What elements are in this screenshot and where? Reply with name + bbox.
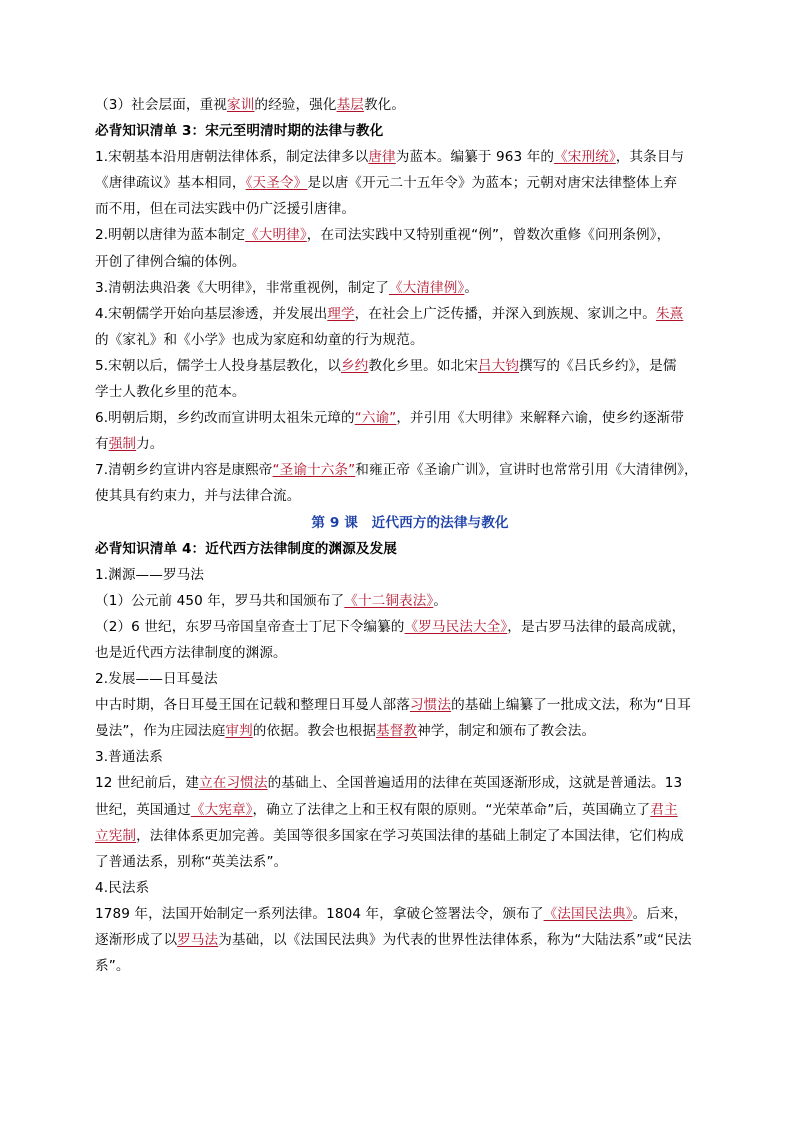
text-segment: 开创了律例合编的体例。 (95, 253, 246, 270)
text-segment: 2.发展——日耳曼法 (95, 671, 218, 688)
text-segment: ，在社会上广泛传播，并深入到族规、家训之中。 (354, 305, 656, 322)
text-line (95, 562, 725, 588)
text-segment: 必背知识清单 4：近代西方法律制度的渊源及发展 (95, 540, 397, 557)
text-line (95, 222, 725, 248)
text-line (95, 144, 725, 170)
text-line (95, 953, 725, 979)
key-term: “六谕” (354, 410, 397, 427)
text-segment: 教化。 (363, 97, 406, 113)
lesson-title (95, 510, 725, 536)
section-heading (95, 536, 725, 562)
text-segment: 第 9 课 近代西方的法律与教化 (311, 514, 509, 531)
text-line (95, 457, 725, 483)
text-segment: 使其具有约束力，并与法律合流。 (95, 488, 301, 505)
text-segment: 。 (433, 592, 448, 609)
text-line (95, 196, 725, 222)
text-segment: 世纪，英国通过 (95, 801, 191, 818)
key-term: 《大明律》 (245, 227, 307, 244)
text-segment: 也是近代西方法律制度的渊源。 (95, 644, 287, 661)
key-term: 理学 (327, 305, 355, 322)
key-term: 吕大钧 (477, 357, 520, 374)
text-line (95, 249, 725, 275)
text-segment: 的《家礼》和《小学》也成为家庭和幼童的行为规范。 (95, 331, 424, 348)
text-segment: 3.普通法系 (95, 749, 163, 766)
text-segment: 了普通法系，别称“英美法系”。 (95, 853, 288, 870)
text-segment: 学士人教化乡里的范本。 (95, 384, 246, 401)
text-segment: ，法律体系更加完善。美国等很多国家在学习英国法律的基础上制定了本国法律，它们构成 (136, 827, 684, 844)
text-line (95, 823, 725, 849)
text-segment: 而不用，但在司法实践中仍广泛援引唐律。 (95, 201, 356, 218)
key-term: 《法国民法典》 (543, 905, 633, 922)
text-line (95, 640, 725, 666)
text-segment: 《唐律疏议》基本相同， (95, 175, 246, 192)
key-term: 立在 (199, 775, 227, 792)
text-segment: 为基础，以《法国民法典》为代表的世界性法律体系，称为“大陆法系”或“民法 (218, 932, 692, 948)
text-segment: 3.清朝法典沿袭《大明律》，非常重视例，制定了 (95, 279, 389, 296)
text-segment: ，并引用《大明律》来解释六谕，使乡约逐渐带 (396, 410, 684, 427)
text-line (95, 431, 725, 457)
text-segment: 是以唐《开元二十五年令》为蓝本；元朝对唐宋法律整体上弃 (307, 175, 678, 192)
text-segment: 。 (464, 279, 479, 296)
text-segment: 曼法”，作为庄园法庭 (95, 723, 226, 740)
key-term: 基层 (336, 97, 364, 113)
text-segment: 4.民法系 (95, 879, 150, 896)
text-line (95, 770, 725, 796)
text-line (95, 353, 725, 379)
text-segment: 撰写的《吕氏乡约》，是儒 (519, 357, 677, 374)
text-segment: 教化乡里。如北宋 (368, 357, 478, 374)
text-segment: 中古时期，各日耳曼王国在记载和整理日耳曼人部落 (95, 697, 410, 714)
key-term: 君主 (650, 801, 678, 818)
key-term: 强制 (108, 436, 137, 453)
text-segment: 4.宋朝儒学开始向基层渗透，并发展出 (95, 305, 328, 322)
text-segment: 和雍正帝《圣谕广训》，宣讲时也常常引用《大清律例》， (355, 462, 698, 479)
text-line (95, 875, 725, 901)
key-term: 家训 (227, 97, 255, 113)
text-segment: 为蓝本。编纂于 963 年的 (395, 149, 555, 166)
document-page (95, 92, 725, 979)
section-heading (95, 118, 725, 144)
key-term: 《宋刑统》 (554, 149, 616, 166)
text-segment: 12 世纪前后，建 (95, 775, 200, 792)
text-line (95, 483, 725, 509)
text-segment: 的基础上编纂了一批成文法，称为“日耳 (451, 697, 691, 714)
text-segment: 2.明朝以唐律为蓝本制定 (95, 227, 246, 244)
text-segment: 。后来， (632, 905, 688, 922)
text-line (95, 849, 725, 875)
text-segment: （3）社会层面，重视 (95, 97, 227, 113)
text-line (95, 405, 725, 431)
text-segment: 逐渐形成了以 (95, 932, 178, 948)
text-segment: ，确立了法律之上和王权有限的原则。“光荣革命”后，英国确立了 (252, 801, 651, 818)
text-segment: 系”。 (95, 958, 130, 975)
key-term: 习惯法 (409, 697, 452, 714)
text-segment: ，在司法实践中又特别重视“例”，曾数次重修《问刑条例》， (306, 227, 671, 244)
text-line (95, 718, 725, 744)
text-segment: （1）公元前 450 年，罗马共和国颁布了 (95, 592, 345, 609)
key-term: 罗马法 (177, 932, 219, 948)
text-segment: 的经验，强化 (254, 97, 337, 113)
text-segment: 的依据。教会也根据 (252, 723, 377, 740)
key-term: 唐律 (368, 149, 396, 166)
text-segment: 1.渊源——罗马法 (95, 566, 205, 583)
text-segment: 7.清朝乡约宣讲内容是康熙帝 (95, 462, 273, 479)
text-segment: ，是古罗马法律的最高成就， (507, 618, 686, 635)
text-segment: 1789 年，法国开始制定一系列法律。1804 年，拿破仑签署法令，颁布了 (95, 905, 544, 922)
key-term: 《天圣令》 (245, 175, 308, 192)
text-line (95, 797, 725, 823)
text-line (95, 588, 725, 614)
text-segment: 有 (95, 436, 109, 453)
key-term: 《罗马民法大全》 (404, 618, 508, 635)
key-term: 《十二铜表法》 (344, 592, 434, 609)
text-line (95, 666, 725, 692)
key-term: 《大宪章》 (190, 801, 253, 818)
text-segment: 力。 (136, 436, 164, 453)
text-line (95, 275, 725, 301)
text-segment: ，其条目与 (615, 149, 685, 166)
key-term: 习惯法 (226, 775, 268, 792)
key-term: 审判 (225, 723, 253, 740)
text-segment: 6.明朝后期，乡约改而宣讲明太祖朱元璋的 (95, 410, 355, 427)
key-term: 立宪制 (95, 827, 137, 844)
key-term: 基督教 (376, 723, 418, 740)
text-line (95, 927, 725, 953)
key-term: 乡约 (340, 357, 369, 374)
text-line (95, 379, 725, 405)
text-segment: 神学，制定和颁布了教会法。 (417, 723, 596, 740)
key-term: “圣谕十六条” (272, 462, 356, 479)
text-line (95, 614, 725, 640)
text-line (95, 170, 725, 196)
text-line (95, 327, 725, 353)
text-segment: 必背知识清单 3：宋元至明清时期的法律与教化 (95, 123, 384, 140)
key-term: 《大清律例》 (388, 279, 465, 296)
text-line (95, 692, 725, 718)
text-segment: 的基础上、全国普遍适用的法律在英国逐渐形成，这就是普通法。13 (267, 775, 683, 792)
text-line (95, 301, 725, 327)
key-term: 朱熹 (655, 305, 684, 322)
text-line (95, 744, 725, 770)
text-segment: 1.宋朝基本沿用唐朝法律体系，制定法律多以 (95, 149, 369, 166)
text-segment: （2）6 世纪，东罗马帝国皇帝查士丁尼下令编纂的 (95, 618, 405, 635)
text-line (95, 92, 725, 118)
text-line (95, 901, 725, 927)
text-segment: 5.宋朝以后，儒学士人投身基层教化，以 (95, 357, 341, 374)
